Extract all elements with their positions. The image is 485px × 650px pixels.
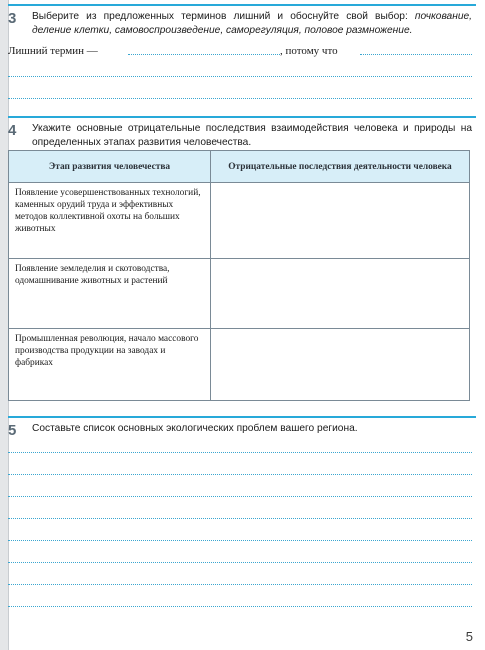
task-5-text: Составьте список основных экологических проблем вашего региона. xyxy=(32,423,358,434)
task-5-answer-dots[interactable] xyxy=(8,452,472,453)
task-3-because-label: , потому что xyxy=(280,45,338,57)
task-3-answer-dots[interactable] xyxy=(8,76,472,77)
task-3-topline xyxy=(8,4,476,6)
task-3-answer-line xyxy=(8,44,472,58)
task-3-instruction: Выберите из предложенных терминов лишний и обоснуйте свой выбор: xyxy=(32,11,415,22)
task-5-answer-dots[interactable] xyxy=(8,496,472,497)
table-row xyxy=(9,259,470,329)
task-3-text xyxy=(32,10,472,38)
table-row xyxy=(9,329,470,401)
task-5-answer-dots[interactable] xyxy=(8,562,472,563)
task-4-table xyxy=(8,150,470,401)
row-stage-cell: Появление усовершенствованных технологий, каменных орудий труда и эффективных методов коллективной охоты на больших животных xyxy=(9,183,211,259)
row-consequences-cell[interactable] xyxy=(211,259,470,329)
row-stage-cell: Появление земледелия и скотоводства, одомашнивание животных и растений xyxy=(9,259,211,329)
task-5-answer-dots[interactable] xyxy=(8,540,472,541)
row-consequences-cell[interactable] xyxy=(211,329,470,401)
table-row xyxy=(9,183,470,259)
task-3-term-field[interactable] xyxy=(128,54,280,55)
task-3 xyxy=(8,4,476,116)
task-4-text: Укажите основные отрицательные последствия взаимодействия человека и природы на определенных этапах развития человечества. xyxy=(32,123,472,148)
header-consequences: Отрицательные последствия деятельности человека xyxy=(211,151,470,183)
task-5-answer-dots[interactable] xyxy=(8,474,472,475)
task-4-number: 4 xyxy=(8,122,17,139)
page-number: 5 xyxy=(465,629,473,644)
task-5-answer-dots[interactable] xyxy=(8,584,472,585)
task-3-terms: почкование, деление клетки, самовоспроизведение, саморегуляция, половое размножение. xyxy=(32,11,472,36)
task-5 xyxy=(8,416,476,616)
header-stage: Этап развития человечества xyxy=(9,151,211,183)
task-4-topline xyxy=(8,116,476,118)
task-3-answer-label: Лишний термин — xyxy=(8,45,98,57)
task-5-answer-dots[interactable] xyxy=(8,518,472,519)
task-5-topline xyxy=(8,416,476,418)
table-header-row xyxy=(9,151,470,183)
row-consequences-cell[interactable] xyxy=(211,183,470,259)
task-3-number: 3 xyxy=(8,10,17,27)
task-5-number: 5 xyxy=(8,422,17,439)
page-gutter xyxy=(0,0,8,650)
task-5-answer-dots[interactable] xyxy=(8,606,472,607)
task-3-answer-dots[interactable] xyxy=(8,98,472,99)
task-3-reason-field[interactable] xyxy=(360,54,472,55)
row-stage-cell: Промышленная революция, начало массового производства продукции на заводах и фабриках xyxy=(9,329,211,401)
